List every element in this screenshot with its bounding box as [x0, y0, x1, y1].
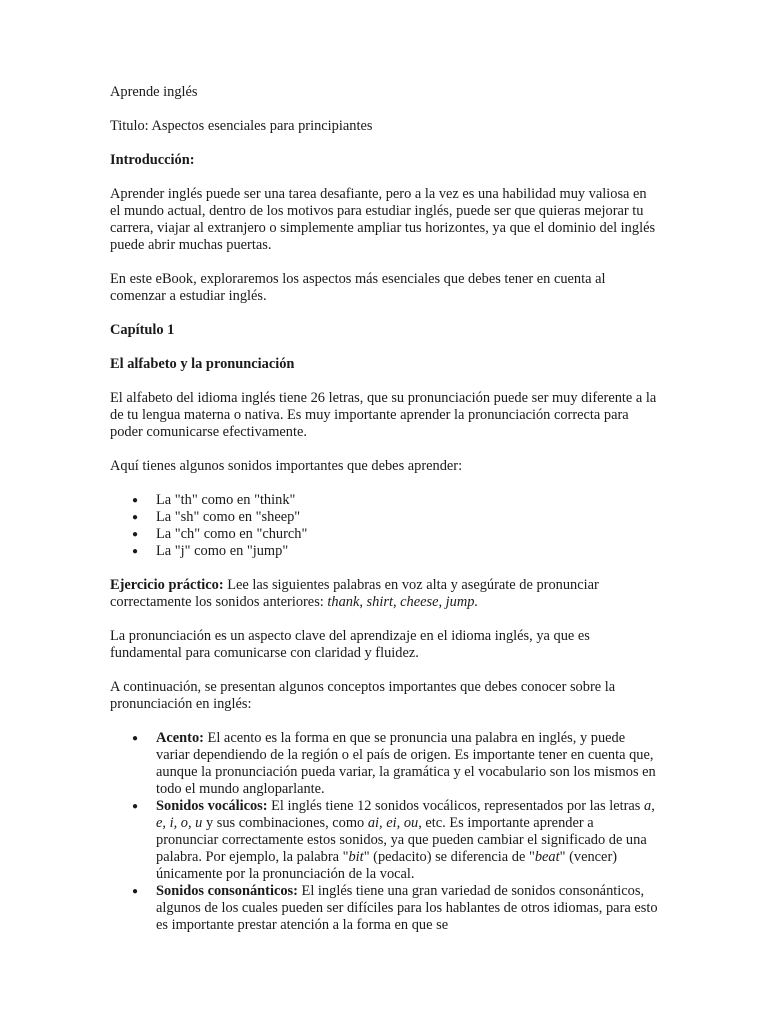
vocalicos-text: El inglés tiene 12 sonidos vocálicos, representados por las letras — [267, 798, 645, 814]
chapter-paragraph-2: Aquí tienes algunos sonidos importantes que debes aprender: — [110, 458, 463, 474]
list-item: ● La "th" como en "think" — [110, 492, 658, 509]
document-page — [110, 84, 658, 951]
list-item-acento — [110, 730, 658, 798]
chapter-title: El alfabeto y la pronunciación — [110, 356, 295, 372]
vocalicos-combos: ai, ei, ou — [367, 815, 419, 831]
doc-header: Aprende inglés — [110, 84, 198, 100]
exercise-text: Lee las siguientes palabras en voz alta y asegúrate de pronunciar correctamente los sonidos anteriores: — [110, 577, 599, 610]
consonanticos-label: Sonidos consonánticos: — [156, 883, 298, 899]
exercise-paragraph — [110, 577, 658, 611]
acento-label: Acento: — [156, 730, 204, 746]
chapter-paragraph-4: A continuación, se presentan algunos conceptos importantes que debes conocer sobre la pronunciación en inglés: — [110, 679, 616, 712]
list-item: ● La "ch" como en "church" — [110, 526, 658, 543]
vocalicos-text: " (pedacito) se diferencia de " — [363, 849, 535, 865]
sounds-list — [110, 492, 658, 560]
chapter-label: Capítulo 1 — [110, 322, 175, 338]
exercise-words: thank, shirt, cheese, jump. — [327, 594, 479, 610]
acento-text: El acento es la forma en que se pronuncia una palabra en inglés, y puede variar dependiendo de la región o el país de origen. Es importante tener en cuenta que, aunque la pronunciación pueda variar, la gramática y el vocabulario son los mismos en todo el mundo angloparlante. — [156, 730, 656, 797]
vocalicos-text: , etc. Es importante aprender a pronunciar correctamente estos sonidos, ya que pueden cambiar el significado de una palabra. Por ejemplo, la palabra " — [156, 815, 647, 865]
vocalicos-letters: a, e, i, o, u — [156, 798, 655, 831]
vocalicos-text: " (vencer) únicamente por la pronunciación de la vocal. — [156, 849, 618, 882]
chapter-paragraph-3: La pronunciación es un aspecto clave del aprendizaje en el idioma inglés, ya que es fundamental para comunicarse con claridad y fluidez. — [110, 628, 590, 661]
concepts-list — [110, 730, 658, 934]
vocalicos-word-beat: beat — [534, 849, 560, 865]
consonanticos-text: El inglés tiene una gran variedad de sonidos consonánticos, algunos de los cuales pueden ser difíciles para los hablantes de otros idiomas, para esto es importante prestar atención a la forma en que se — [156, 883, 658, 933]
intro-paragraph-2: En este eBook, exploraremos los aspectos más esenciales que debes tener en cuenta al comenzar a estudiar inglés. — [110, 271, 606, 304]
list-item: ● La "j" como en "jump" — [110, 543, 658, 560]
list-item-vocalicos — [110, 798, 658, 883]
doc-title: Titulo: Aspectos esenciales para principiantes — [110, 118, 373, 134]
vocalicos-word-bit: bit — [348, 849, 364, 865]
list-item: ● La "sh" como en "sheep" — [110, 509, 658, 526]
list-item-consonanticos — [110, 883, 658, 934]
chapter-paragraph-1: El alfabeto del idioma inglés tiene 26 letras, que su pronunciación puede ser muy diferente a la de tu lengua materna o nativa. Es muy importante aprender la pronunciación correcta para poder comunicarse efectivamente. — [110, 390, 657, 440]
vocalicos-label: Sonidos vocálicos: — [156, 798, 268, 814]
exercise-label: Ejercicio práctico: — [110, 577, 224, 593]
intro-heading: Introducción: — [110, 152, 195, 168]
vocalicos-text: y sus combinaciones, como — [202, 815, 368, 831]
intro-paragraph-1: Aprender inglés puede ser una tarea desafiante, pero a la vez es una habilidad muy valiosa en el mundo actual, dentro de los motivos para estudiar inglés, puede ser que quieras mejorar tu carrera, viajar al extranjero o simplemente ampliar tus horizontes, ya que el dominio del inglés puede abrir muchas puertas. — [110, 186, 656, 253]
